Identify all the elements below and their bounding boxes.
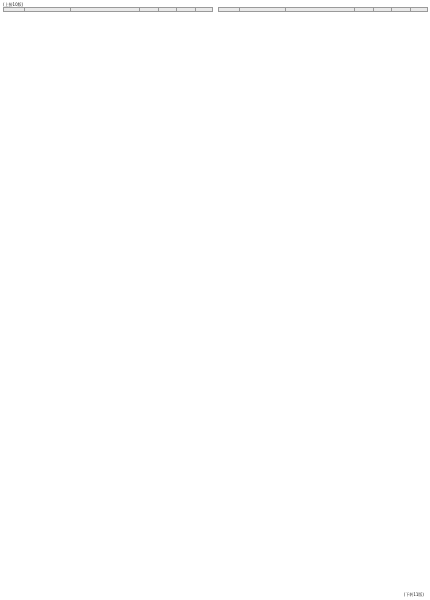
header-id-number: [24, 8, 70, 12]
header-name: [219, 8, 240, 12]
right-column: [218, 7, 428, 12]
continued-from-label: (上接10版): [3, 2, 24, 7]
right-data-table: [218, 7, 428, 12]
left-column: [3, 7, 213, 12]
table-header-row: [4, 8, 213, 12]
header-note: [196, 8, 213, 12]
left-data-table: [3, 7, 213, 12]
header-company: [70, 8, 139, 12]
header-amount: [354, 8, 373, 12]
header-date-2: [177, 8, 196, 12]
header-name: [4, 8, 25, 12]
header-note: [411, 8, 428, 12]
header-company: [285, 8, 354, 12]
header-amount: [139, 8, 158, 12]
header-date-2: [392, 8, 411, 12]
header-date-1: [373, 8, 392, 12]
table-header-row: [219, 8, 428, 12]
header-id-number: [239, 8, 285, 12]
header-date-1: [158, 8, 177, 12]
continued-on-label: (下转11版): [403, 592, 424, 597]
